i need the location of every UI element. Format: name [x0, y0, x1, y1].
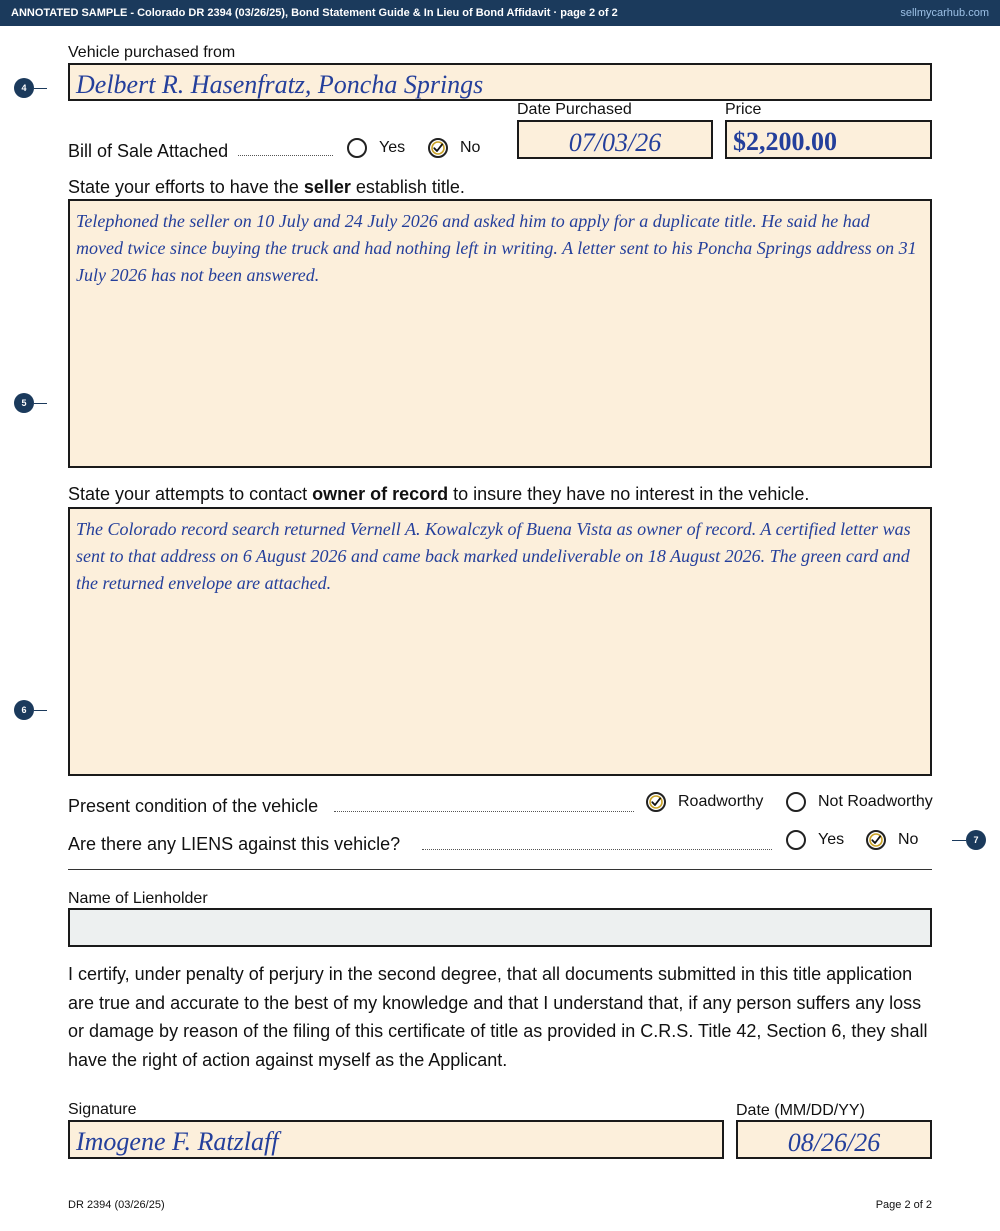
condition-not-roadworthy-option[interactable]	[786, 791, 933, 813]
annotation-marker-4: 4	[14, 78, 34, 98]
date-purchased-value: 07/03/26	[568, 128, 662, 157]
header-site-link[interactable]: sellmycarhub.com	[900, 7, 989, 19]
header-title: ANNOTATED SAMPLE - Colorado DR 2394 (03/26/25), Bond Statement Guide & In Lieu of Bond Affidavit · page 2 of 2	[11, 7, 618, 19]
purchased-from-label: Vehicle purchased from	[68, 44, 236, 61]
date-purchased-label: Date Purchased	[517, 101, 632, 118]
signature-date-field[interactable]	[736, 1120, 932, 1159]
option-label: Yes	[379, 139, 406, 156]
liens-no-option[interactable]	[866, 829, 918, 851]
seller-efforts-textarea[interactable]	[68, 199, 932, 468]
owner-attempts-text: The Colorado record search returned Vernell A. Kowalczyk of Buena Vista as owner of record. A certified letter was sent to that address on 6 August 2026 and came back marked undeliverable on 18 August 2026. The green card and the returned envelope are attached.	[76, 519, 911, 593]
header-bar	[0, 0, 1000, 26]
footer-form-id: DR 2394 (03/26/25)	[68, 1199, 165, 1211]
marker-leader-line	[34, 88, 47, 89]
option-label: No	[460, 139, 481, 156]
radio-unchecked-icon[interactable]	[347, 138, 367, 158]
purchased-from-value: Delbert R. Hasenfratz, Poncha Springs	[76, 70, 484, 99]
label-text: to insure they have no interest in the vehicle.	[448, 484, 810, 504]
bill-of-sale-yes-option[interactable]	[347, 137, 405, 159]
signature-date-label: Date (MM/DD/YY)	[736, 1102, 865, 1119]
marker-leader-line	[952, 840, 966, 841]
section-divider	[68, 869, 932, 870]
bill-of-sale-label: Bill of Sale Attached	[68, 141, 229, 161]
radio-checked-icon[interactable]	[428, 138, 448, 158]
liens-label: Are there any LIENS against this vehicle?	[68, 834, 401, 854]
condition-roadworthy-option[interactable]	[646, 791, 763, 813]
price-field[interactable]	[725, 120, 932, 159]
signature-field[interactable]	[68, 1120, 724, 1159]
marker-leader-line	[34, 403, 47, 404]
date-purchased-field[interactable]	[517, 120, 713, 159]
label-text: establish title.	[350, 177, 465, 197]
option-label: Roadworthy	[678, 793, 764, 810]
annotation-marker-7: 7	[966, 830, 986, 850]
owner-attempts-textarea[interactable]	[68, 507, 932, 776]
seller-efforts-label	[68, 177, 465, 198]
marker-leader-line	[34, 710, 47, 711]
price-value: $2,200.00	[733, 127, 837, 156]
radio-checked-icon[interactable]	[866, 830, 886, 850]
option-label: No	[898, 831, 919, 848]
liens-yes-option[interactable]	[786, 829, 844, 851]
owner-attempts-label	[68, 484, 809, 505]
footer-page-number: Page 2 of 2	[875, 1199, 932, 1211]
dotted-leader	[422, 849, 772, 850]
option-label: Yes	[818, 831, 845, 848]
signature-value: Imogene F. Ratzlaff	[76, 1127, 279, 1156]
annotation-marker-5: 5	[14, 393, 34, 413]
annotation-marker-6: 6	[14, 700, 34, 720]
label-text: State your attempts to contact	[68, 484, 313, 504]
label-text: State your efforts to have the	[68, 177, 304, 197]
label-bold-text: seller	[303, 177, 351, 197]
price-label: Price	[725, 101, 762, 118]
lienholder-label: Name of Lienholder	[68, 890, 208, 907]
bill-of-sale-no-option[interactable]	[428, 137, 480, 159]
certification-statement: I certify, under penalty of perjury in the second degree, that all documents submitted in this title application are true and accurate to the best of my knowledge and that I understand that, if any person suffers any loss or damage by reason of the filing of this certificate of title as provided in C.R.S. Title 42, Section 6, they shall have the right of action against myself as the Applicant.	[68, 964, 928, 1070]
signature-date-value: 08/26/26	[787, 1128, 881, 1157]
radio-unchecked-icon[interactable]	[786, 792, 806, 812]
radio-unchecked-icon[interactable]	[786, 830, 806, 850]
dotted-leader	[238, 155, 333, 156]
lienholder-field[interactable]	[68, 908, 932, 947]
dotted-leader	[334, 811, 634, 812]
signature-label: Signature	[68, 1101, 137, 1118]
seller-efforts-text: Telephoned the seller on 10 July and 24 July 2026 and asked him to apply for a duplicate title. He said he had moved twice since buying the truck and had nothing left in writing. A letter sent to his Poncha Springs address on 31 July 2026 has not been answered.	[76, 211, 917, 285]
condition-label: Present condition of the vehicle	[68, 796, 319, 816]
purchased-from-field[interactable]	[68, 63, 932, 101]
label-bold-text: owner of record	[312, 484, 449, 504]
option-label: Not Roadworthy	[818, 793, 933, 810]
radio-checked-icon[interactable]	[646, 792, 666, 812]
